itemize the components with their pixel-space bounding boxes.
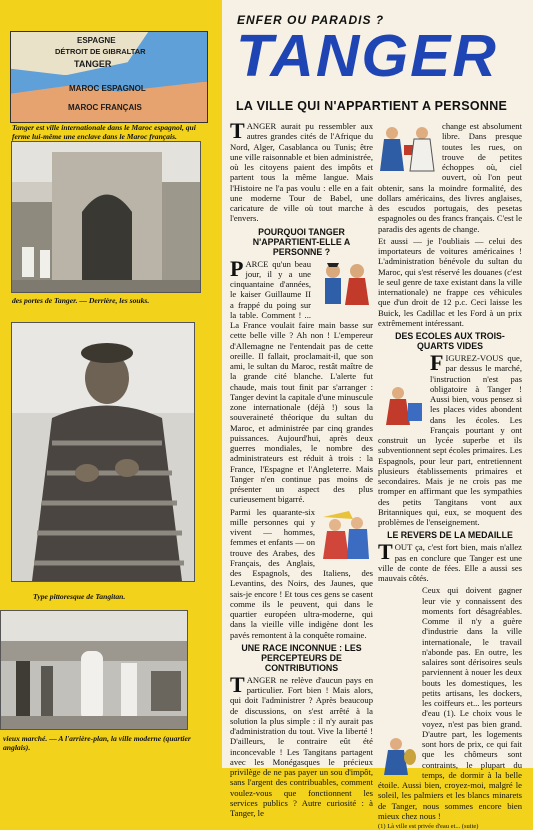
subtitle: LA VILLE QUI N'APPARTIENT A PERSONNE bbox=[236, 99, 508, 113]
paragraph-change: change est absolument libre. Dans presque toutes les rues, on trouve de petites échoppes où, ciel ouvert, où l'on peut obtenir, sans la moindre formalité, des dollars américains, des livres anglaises, des escudos portugais, des pesetas espagnoles ou des francs français. C'est le paradis des agents de change. bbox=[378, 121, 523, 234]
article-column-2 bbox=[378, 121, 523, 830]
paragraph-revers: TOUT ça, c'est fort bien, mais n'allez pas en conclure que Tanger est une ville de conte de fées. Elle a aussi ses mauvais côtés. bbox=[378, 539, 522, 583]
merchants-illustration bbox=[378, 121, 438, 175]
map-label-espagne: ESPAGNE bbox=[77, 36, 116, 45]
man-caption: Type pittoresque de Tangitan. bbox=[33, 592, 126, 601]
couple-illustration bbox=[319, 507, 373, 563]
gate-photo bbox=[11, 141, 201, 293]
drop-cap: F bbox=[430, 350, 444, 375]
man-photo bbox=[11, 322, 195, 582]
paragraph-ecoles: FIGUREZ-VOUS que, par dessus le marché, l'instruction n'est pas obligatoire à Tanger ! Aussi bien, vous pensez si les places vides abondent dans les écoles. Les Français pourtant y ont construit un lycée superbe et ils subventionnent sept écoles primaires. Les Espagnols, pour leur part, entretiennent plusieurs établissements primaires et secondaires. Mais je ne crois pas me tromper en affirmant que les sympathies des petits Tangitans vont aux Britanniques qui, eux, se moquent des problèmes de l'enseignement. bbox=[378, 350, 522, 527]
footnote: (1) Là ville est privée d'eau et... (suite) bbox=[378, 823, 479, 830]
gate-caption: des portes de Tanger. — Derrière, les souks. bbox=[12, 296, 150, 305]
paragraph-chomage: Ceux qui doivent gagner leur vie y connaissent des moments fort désagréables. Comme il n'y a guère d'industrie dans la ville internationale, le travail n'abonde pas. En outre, les salaires sont dérisoires seuls parviennent à nouer les deux bouts les domestiques, les petits artisans, les dockers, les coiffeurs et... les porteurs d'eau (1). Le choix vous le voyez, n'est pas bien grand. D'autre part, les logements sont hors de prix, ce qui fait que les chômeurs sont contraints, le plupart du temps, de dormir à la belle étoile. Aussi bien, croyez-moi, malgré le soleil, les palmiers et les blancs minarets de Tanger, nous sommes encore bien mieux chez nous ! bbox=[378, 585, 522, 821]
heading-percepteurs: UNE RACE INCONNUE : LES PERCEPTEURS DE CONTRIBUTIONS bbox=[241, 642, 362, 673]
heading-revers: LE REVERS DE LA MEDAILLE bbox=[387, 530, 513, 541]
teacher-illustration bbox=[378, 383, 426, 429]
paragraph-impots: TANGER ne relève d'aucun pays en particulier. Fort bien ! Mais alors, qui doit l'administrer ? Après beaucoup de discussions, on s'est arrêté à la solution la plus simple : il n'y aurait pas d'administration du tout. Vive la liberté ! D'ailleurs, le contraire eût été inconcevable ! Les Tangitans partagent avec les Monégasques le précieux privilège de ne pas payer un sou d'impôt, sans l'argent des contribuables, comment voulez-vous que fonctionnent les services publics ? Autre curiosité : à Tanger, le bbox=[230, 671, 373, 818]
kicker: ENFER OU PARADIS ? bbox=[237, 13, 385, 27]
map-label-maroc-francais: MAROC FRANÇAIS bbox=[68, 103, 142, 112]
drop-cap: T bbox=[230, 671, 245, 697]
intro-paragraph: TANGER aurait pu ressembler aux autres grandes cités de l'Afrique du Nord, Alger, Casablanca ou Tunis; être une ville raisonnable et bien administrée, où les citoyens paient des impôts et partent tous la même langue. Mais l'Histoire ne l'a pas voulu : elle en a fait une moderne Tour de Babel, une caricature de ville où tout marche à l'envers. bbox=[230, 118, 373, 224]
paragraph-kaiser: PARCE qu'un beau jour, il y a une cinquantaine d'années, le kaiser Guillaume II a frappé du poing sur la table. Comment ! ... La France voulait faire main basse sur cette belle ville ? Ah non ! L'empereur d'Allemagne ne l'entendait pas de cette oreille. Il fallait, proclamait-il, que son ami, le sultan du Maroc, restât maître de la grande cité blanche. L'alerte fut chaude, mais tout finit par s'arranger : Tanger devint la capitale d'une minuscule zone internationale (déjà !) sous la souveraineté théorique du sultan du Maroc, et administrée par cinq grandes puissances. Aujourd'hui, après deux guerres mondiales, le nombre des administrateurs est réduit à trois : la France, l'Espagne et l'Angleterre. Mais Tanger n'en continue pas moins de présenter un aspect des plus curieusement bigarré. bbox=[230, 255, 373, 505]
heading-ecoles: DES ECOLES AUX TROIS-QUARTS VIDES bbox=[395, 331, 505, 351]
drop-cap: P bbox=[230, 255, 244, 281]
water-carrier-illustration bbox=[378, 735, 418, 777]
article-column-1 bbox=[230, 118, 373, 818]
kaiser-illustration bbox=[315, 259, 373, 311]
map-label-detroit: DÉTROIT DE GIBRALTAR bbox=[55, 47, 146, 56]
map-caption: Tanger est ville internationale dans le Maroc espagnol, qui ferme lui-même une enclave dans le Maroc français. bbox=[12, 123, 196, 141]
paragraph-population: Parmi les quarante-six mille personnes qui y vivent — hommes, femmes et enfants — on trouve des Arabes, des Français, des Anglais, des Espagnols, des Italiens, des Levantins, des Noirs, des Jaunes, que sais-je encore ! Et tous ces gens se casent comme ils le peuvent, qui dans le quartier européen ultra-moderne, qui dans la vieille ville indigène dont les pavés remontent à la conquête romaine. bbox=[230, 506, 373, 640]
heading-pourquoi: POURQUOI TANGER N'APPARTIENT-ELLE A PERSONNE ? bbox=[252, 226, 351, 257]
map-label-tanger: TANGER bbox=[74, 59, 112, 69]
map-label-maroc-espagnol: MAROC ESPAGNOL bbox=[69, 84, 146, 93]
street-photo bbox=[0, 610, 188, 730]
map-figure bbox=[10, 31, 208, 123]
page-title: TANGER bbox=[236, 23, 498, 89]
drop-cap: T bbox=[230, 118, 245, 143]
drop-cap: T bbox=[378, 539, 393, 565]
street-caption: vieux marché. — A l'arrière-plan, la ville moderne (quartier anglais). bbox=[3, 734, 191, 752]
paragraph-voitures: Et aussi — je l'oubliais — celui des importateurs de voitures américaines ! L'administration bénévole du sultan du Maroc, qui s'est réservé les douanes (c'est le seul genre de taxe existant dans la ville internationale) ne frappe ces véhicules que d'un droit de 12 p.c. Ceci laisse les Buick, les Cadillac et les Ford à un prix extrêmement intéressant. bbox=[378, 235, 522, 328]
